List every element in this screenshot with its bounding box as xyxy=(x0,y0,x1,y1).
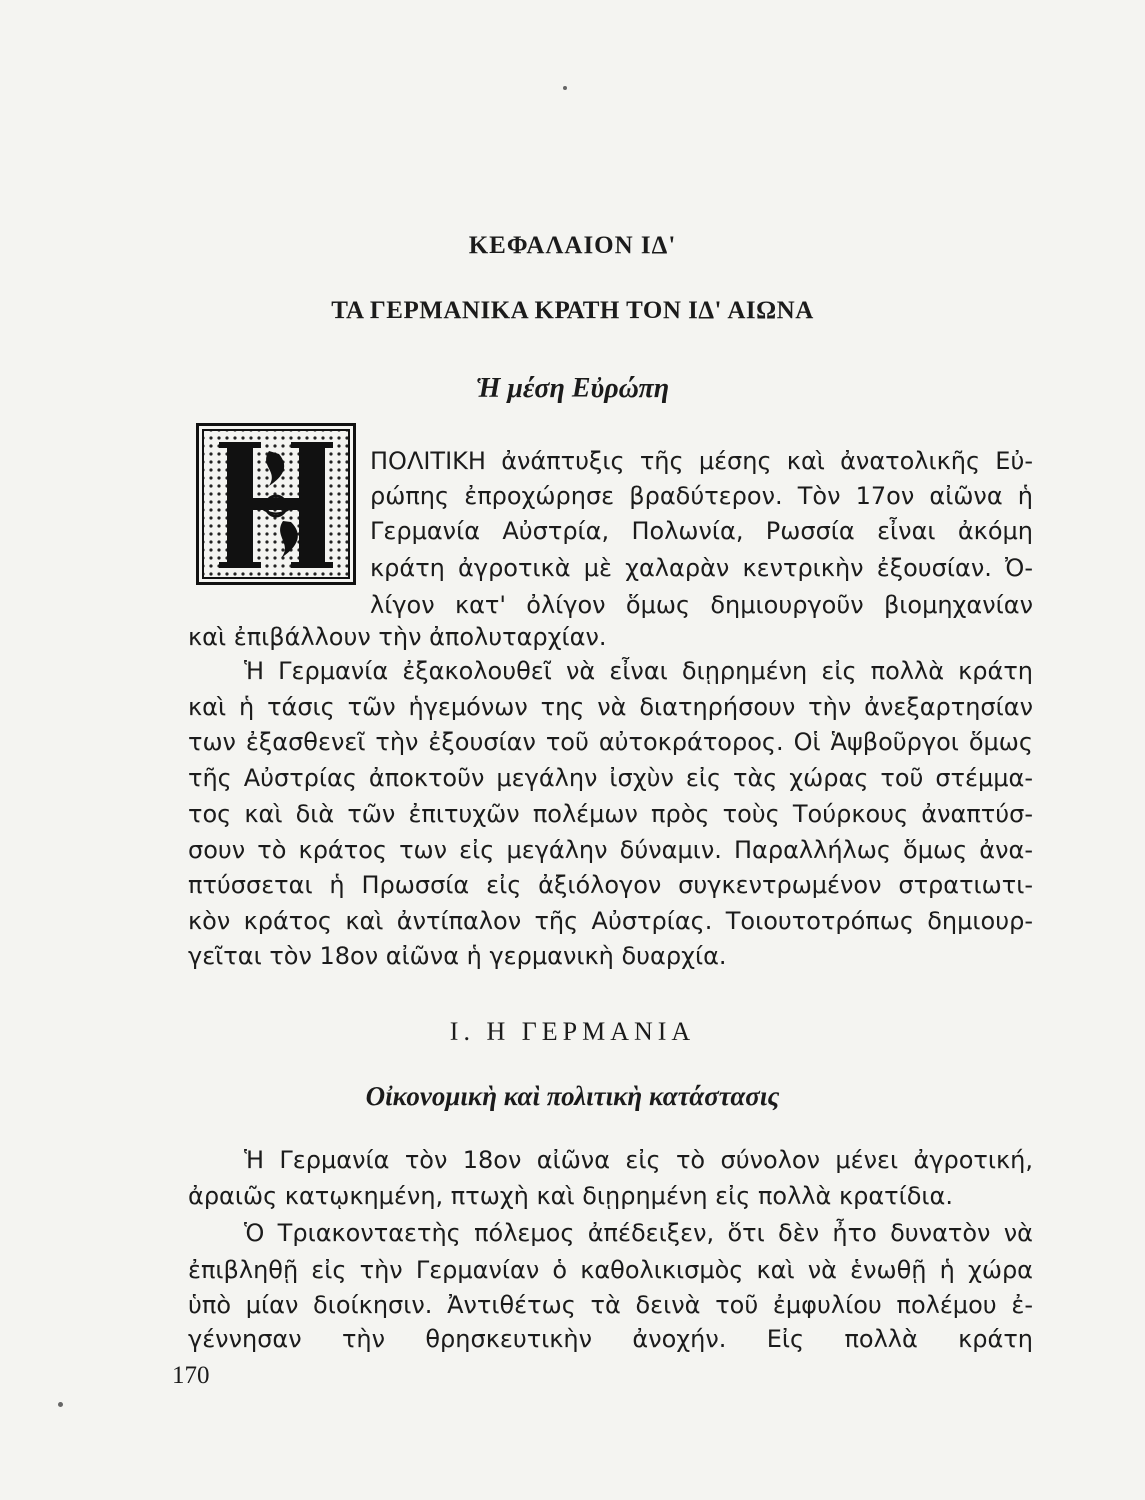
chapter-heading: ΚΕΦΑΛΑΙΟΝ ΙΔ' xyxy=(468,232,677,259)
text-line: κὸν κράτος καὶ ἀντίπαλον τῆς Αὐστρίας. Τοιουτοτρόπως δημιουρ- xyxy=(188,907,1033,935)
page-number: 170 xyxy=(172,1362,210,1389)
text-line: καὶ ἡ τάσις τῶν ἡγεμόνων της νὰ διατηρήσουν τὴν ἀνεξαρτησίαν xyxy=(188,693,1033,721)
text-line: Ἡ Γερμανία τὸν 18ον αἰῶνα εἰς τὸ σύνολον μένει ἀγροτική, xyxy=(244,1146,1033,1174)
paper-speck xyxy=(58,1402,63,1407)
section-subtitle-2: Οἰκονομικὴ καὶ πολιτικὴ κατάστασις xyxy=(365,1081,780,1111)
text-line: σουν τὸ κράτος των εἰς μεγάλην δύναμιν. Παραλλήλως ὅμως ἀνα- xyxy=(188,836,1033,864)
text-line: γέννησαν τὴν θρησκευτικὴν ἀνοχήν. Εἰς πολλὰ κράτη xyxy=(188,1325,1033,1353)
text-line: πτύσσεται ἡ Πρωσσία εἰς ἀξιόλογον συγκεντρωμένον στρατιωτι- xyxy=(188,871,1033,899)
text-line: καὶ ἐπιβάλλουν τὴν ἀπολυταρχίαν. xyxy=(188,623,607,651)
text-line: γεῖται τὸν 18ον αἰῶνα ἡ γερμανικὴ δυαρχία. xyxy=(188,942,727,970)
text-line: τῆς Αὐστρίας ἀποκτοῦν μεγάλην ἰσχὺν εἰς τὰς χώρας τοῦ στέμμα- xyxy=(188,764,1033,792)
text-line: ἀραιῶς κατῳκημένη, πτωχὴ καὶ διῃρημένη εἰς πολλὰ κρατίδια. xyxy=(188,1182,953,1210)
paper-speck xyxy=(563,86,567,90)
dropcap-ornament-icon xyxy=(199,426,353,582)
section-subtitle: Ἡ μέση Εὐρώπη xyxy=(475,373,670,404)
text-line: Γερμανία Αὐστρία, Πολωνία, Ρωσσία εἶναι ἀκόμη xyxy=(370,517,1033,545)
text-line: λίγον κατ' ὀλίγον ὅμως δημιουργοῦν βιομηχανίαν xyxy=(370,591,1033,619)
text-line: ρώπης ἐπροχώρησε βραδύτερον. Τὸν 17ον αἰῶνα ἡ xyxy=(370,482,1033,510)
text-line: ἐπιβληθῇ εἰς τὴν Γερμανίαν ὁ καθολικισμὸς καὶ νὰ ἑνωθῇ ἡ χώρα xyxy=(188,1256,1033,1284)
text-line: τος καὶ διὰ τῶν ἐπιτυχῶν πολέμων πρὸς τοὺς Τούρκους ἀναπτύσ- xyxy=(188,800,1033,828)
dropcap-letter: Η xyxy=(276,576,277,577)
text-line: κράτη ἀγροτικὰ μὲ χαλαρὰν κεντρικὴν ἐξουσίαν. Ὀ- xyxy=(370,554,1033,582)
text-line: των ἐξασθενεῖ τὴν ἐξουσίαν τοῦ αὐτοκράτορος. Οἱ Ἁψβοῦργοι ὅμως xyxy=(188,728,1033,756)
text-line: ΠΟΛΙΤΙΚΗ ἀνάπτυξις τῆς μέσης καὶ ἀνατολικῆς Εὐ- xyxy=(370,447,1033,475)
section-title: Ι. Η ΓΕΡΜΑΝΙΑ xyxy=(449,1017,696,1046)
text-line: ὑπὸ μίαν διοίκησιν. Ἀντιθέτως τὰ δεινὰ τοῦ ἐμφυλίου πολέμου ἐ- xyxy=(188,1291,1033,1319)
text-line: Ἡ Γερμανία ἐξακολουθεῖ νὰ εἶναι διῃρημένη εἰς πολλὰ κράτη xyxy=(244,657,1033,685)
chapter-title: ΤΑ ΓΕΡΜΑΝΙΚΑ ΚΡΑΤΗ ΤΟΝ ΙΔ' ΑΙΩΝΑ xyxy=(331,297,814,324)
ornamental-dropcap xyxy=(196,423,356,585)
text-line: Ὁ Τριακονταετὴς πόλεμος ἀπέδειξεν, ὅτι δὲν ἦτο δυνατὸν νὰ xyxy=(244,1219,1033,1247)
